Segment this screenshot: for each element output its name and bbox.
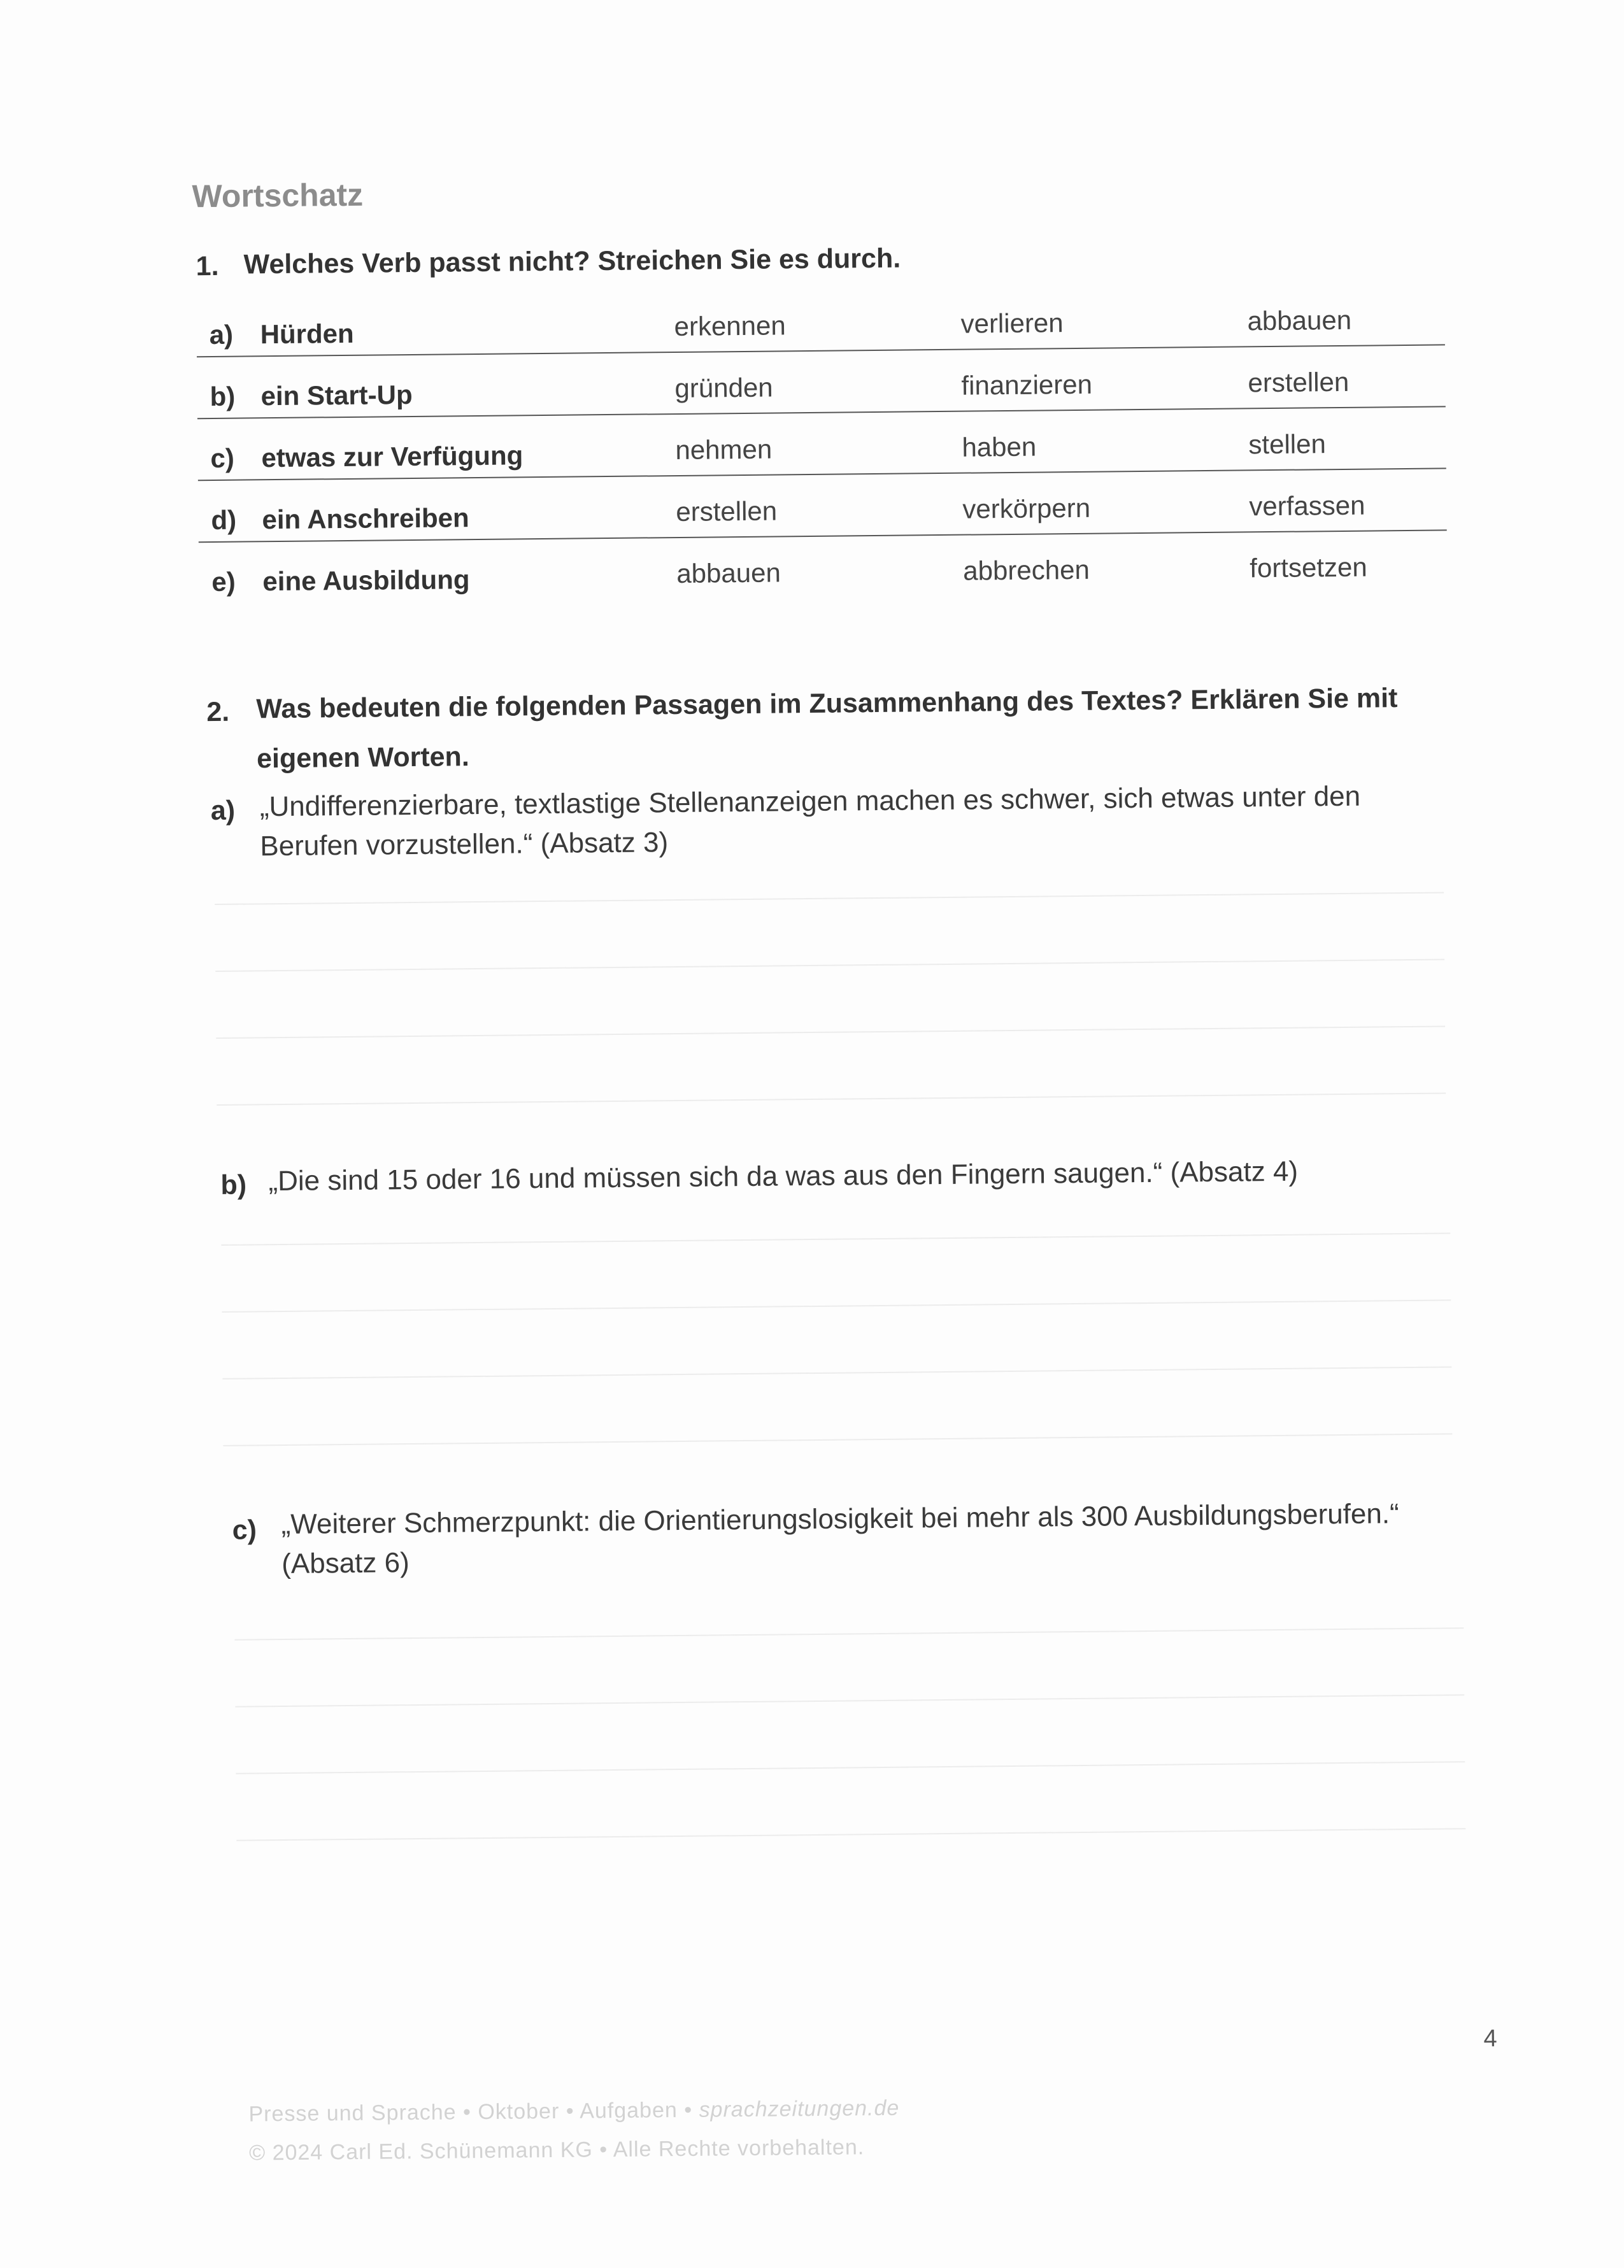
answer-line[interactable] [236, 1828, 1465, 1841]
verb-option[interactable]: gründen [674, 372, 773, 404]
answer-line[interactable] [222, 1366, 1451, 1380]
item-c-letter: c) [232, 1515, 257, 1546]
verb-option[interactable]: finanzieren [961, 369, 1093, 401]
footer-copyright: © 2024 Carl Ed. Schünemann KG • Alle Rechte vorbehalten. [248, 2135, 865, 2165]
verb-row-e [199, 531, 1448, 603]
row-letter: a) [209, 319, 234, 350]
row-letter: b) [210, 381, 236, 412]
verb-option[interactable]: verkörpern [962, 492, 1091, 524]
verb-option[interactable]: erkennen [674, 310, 786, 342]
verb-option[interactable]: abbauen [676, 557, 781, 589]
row-letter: d) [211, 504, 237, 536]
footer-website-link[interactable]: sprachzeitungen.de [699, 2095, 900, 2122]
task2-number: 2. [206, 696, 230, 728]
verb-row-b [197, 345, 1446, 419]
verb-option[interactable]: verlieren [960, 308, 1064, 339]
footer-publication [248, 2096, 899, 2127]
item-c-quote: „Weiterer Schmerzpunkt: die Orientierungslosigkeit bei mehr als 300 Ausbildungsberufen.“ (Absatz 6) [281, 1498, 1399, 1580]
answer-line[interactable] [215, 959, 1444, 972]
row-phrase: etwas zur Verfügung [261, 440, 524, 473]
item-a-letter: a) [210, 795, 236, 827]
row-phrase: ein Start-Up [260, 379, 413, 411]
footer-publication-text: Presse und Sprache • Oktober • Aufgaben • [248, 2097, 699, 2127]
item-a-quote: „Undifferenzierbare, textlastige Stellenanzeigen machen es schwer, sich etwas unter den Berufen vorzustellen.“ (Absatz 3) [259, 780, 1361, 862]
answer-line[interactable] [217, 1092, 1446, 1106]
answer-line[interactable] [222, 1299, 1451, 1313]
task2-instruction: Was bedeuten die folgenden Passagen im Zusammenhang des Textes? Erklären Sie mit eigenen Worten. [256, 683, 1398, 774]
verb-option[interactable]: abbauen [1247, 304, 1352, 336]
verb-row-c [197, 407, 1446, 481]
page-number: 4 [1483, 2025, 1497, 2052]
verb-option[interactable]: fortsetzen [1250, 552, 1367, 583]
verb-option[interactable]: erstellen [676, 496, 778, 527]
answer-line[interactable] [221, 1232, 1450, 1246]
answer-line[interactable] [216, 1025, 1445, 1039]
answer-line[interactable] [235, 1694, 1464, 1708]
row-phrase: eine Ausbildung [262, 564, 470, 597]
answer-line[interactable] [234, 1627, 1464, 1641]
item-b-quote: „Die sind 15 oder 16 und müssen sich da was aus den Fingern saugen.“ (Absatz 4) [268, 1155, 1299, 1197]
verb-row-d [198, 469, 1447, 543]
row-letter: e) [211, 566, 236, 597]
task1-instruction: Welches Verb passt nicht? Streichen Sie es durch. [243, 243, 901, 280]
row-letter: c) [210, 443, 235, 474]
answer-line[interactable] [236, 1761, 1465, 1774]
answer-line[interactable] [215, 892, 1444, 905]
verb-option[interactable]: erstellen [1248, 366, 1350, 398]
verb-table [196, 283, 1448, 603]
verb-option[interactable]: nehmen [675, 434, 773, 466]
verb-option[interactable]: abbrechen [963, 554, 1090, 586]
verb-option[interactable]: stellen [1248, 429, 1327, 460]
task1-number: 1. [196, 250, 219, 282]
section-title: Wortschatz [192, 176, 364, 215]
verb-row-a [196, 283, 1445, 357]
row-phrase: Hürden [260, 318, 354, 350]
answer-line[interactable] [223, 1433, 1452, 1446]
row-phrase: ein Anschreiben [262, 503, 469, 535]
verb-option[interactable]: haben [962, 431, 1037, 462]
item-b-letter: b) [220, 1169, 247, 1201]
verb-option[interactable]: verfassen [1249, 490, 1365, 522]
